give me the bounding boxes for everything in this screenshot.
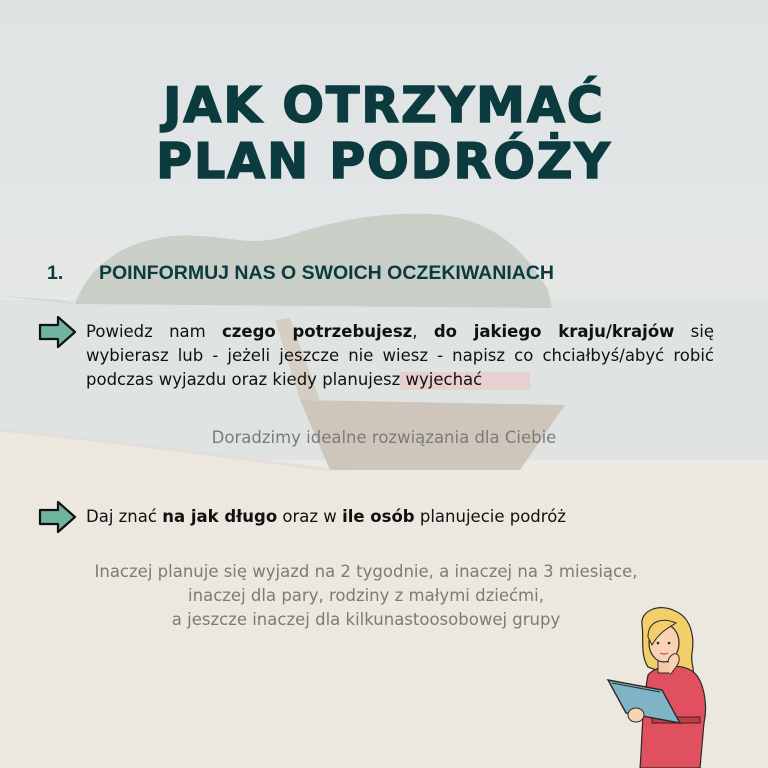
point-2-text: Daj znać na jak długo oraz w ile osób planujecie podróż xyxy=(86,507,566,526)
point-1-text: Powiedz nam czego potrzebujesz, do jakiego kraju/krajów się wybierasz lub - jeżeli jeszcze nie wiesz - napisz co chciałbyś/abyć robić podczas wyjazdu oraz kiedy planujesz wyjechać xyxy=(86,322,715,389)
bold-how-many: ile osób xyxy=(342,507,415,526)
woman-with-clipboard-illustration xyxy=(600,605,730,768)
step-heading xyxy=(47,262,554,285)
step-title: POINFORMUJ NAS O SWOICH OCZEKIWANIACH xyxy=(99,262,555,284)
arrow-right-icon xyxy=(38,500,78,534)
point-2-note: Inaczej planuje się wyjazd na 2 tygodnie, a inaczej na 3 miesiące, inaczej dla pary, rodziny z małymi dziećmi, a jeszcze inaczej dla kilkunastoosobowej grupy xyxy=(94,562,638,629)
point-1-note: Doradzimy idealne rozwiązania dla Ciebie xyxy=(211,428,557,447)
step-number: 1. xyxy=(47,262,64,284)
bold-how-long: na jak długo xyxy=(162,507,278,526)
arrow-right-icon xyxy=(38,315,78,349)
page-title xyxy=(0,78,768,190)
bold-what-you-need: czego potrzebujesz xyxy=(222,322,413,341)
bold-destination: do jakiego kraju/krajów xyxy=(433,322,675,341)
title-line-2: PLAN PODRÓŻY xyxy=(156,133,612,190)
title-line-1: JAK OTRZYMAĆ xyxy=(163,77,605,134)
